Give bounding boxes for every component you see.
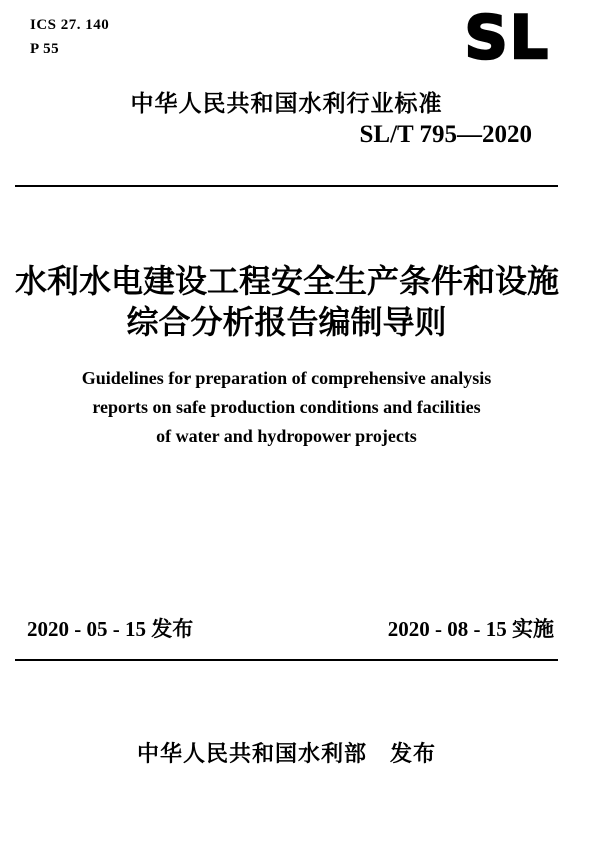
standard-type-heading: 中华人民共和国水利行业标准 (130, 91, 443, 117)
standard-number: SL/T 795—2020 (359, 121, 532, 148)
implement-date: 2020 - 08 - 15 实施 (387, 617, 554, 641)
english-title-line-3: of water and hydropower projects (156, 426, 417, 446)
english-title-line-1: Guidelines for preparation of comprehensive analysis (81, 368, 492, 388)
chinese-title-line-2: 综合分析报告编制导则 (126, 303, 447, 341)
ics-code: ICS 27. 140 (30, 17, 110, 33)
chinese-title (15, 261, 558, 343)
dates-row (15, 616, 558, 643)
standard-cover-page (15, 0, 558, 848)
english-title (15, 364, 558, 451)
sl-logo: SL (464, 3, 550, 73)
china-classification-code: P 55 (30, 41, 60, 57)
publisher-line: 中华人民共和国水利部 发布 (136, 742, 436, 767)
english-title-line-2: reports on safe production conditions and facilities (92, 397, 481, 417)
chinese-title-line-1: 水利水电建设工程安全生产条件和设施 (15, 262, 560, 300)
bottom-horizontal-rule (15, 659, 558, 661)
top-horizontal-rule (15, 185, 558, 187)
ics-classification-block (30, 13, 109, 61)
issue-date: 2020 - 05 - 15 发布 (27, 617, 194, 641)
